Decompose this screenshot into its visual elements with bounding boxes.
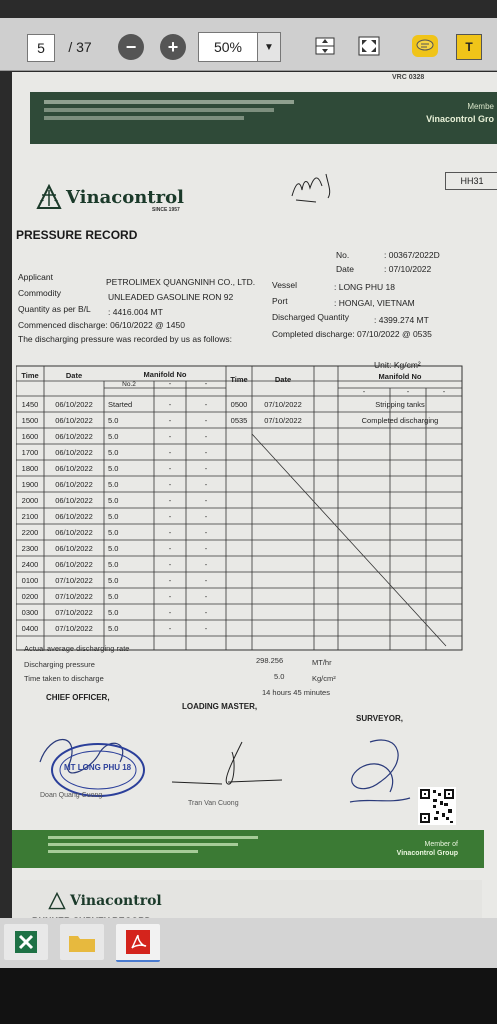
commodity-value: UNLEADED GASOLINE RON 92 [108,292,234,302]
row-date: 06/10/2022 [55,496,93,505]
fit-page-icon[interactable] [310,32,340,60]
row-time: 1800 [21,464,39,473]
no-value: : 00367/2022D [384,250,440,260]
row-date: 06/10/2022 [55,416,93,425]
document-page [12,72,497,957]
time-header-right: Time [230,375,248,384]
company-logo [36,184,184,213]
row-dash: - [204,512,208,521]
scales-logo-icon [36,184,62,210]
logo-since: SINCE 1957 [152,207,180,213]
header-member-text: Membe [467,102,494,111]
stamp-text: MT LONG PHU 18 [64,763,132,772]
row-date: 06/10/2022 [55,448,93,457]
loading-master-label: LOADING MASTER, [182,702,258,711]
manifold-dash: - [168,379,172,388]
excel-icon[interactable] [4,924,48,960]
row-dash: - [168,480,172,489]
port-label: Port [272,296,288,306]
row-time: 2000 [21,496,39,505]
file-explorer-icon[interactable] [60,924,104,960]
row-dash: - [168,592,172,601]
row-pressure: 5.0 [108,416,119,425]
ship-stamp [50,740,146,800]
footer-member [397,840,458,858]
row-dash: - [204,608,208,617]
rate-value: 298.256 [256,656,284,665]
row-date: 07/10/2022 [55,608,93,617]
logo-name: Vinacontrol [66,186,184,208]
date-header-right: Date [274,375,292,384]
page-title: PRESSURE RECORD [16,228,138,242]
header-address [44,98,344,120]
manifold-dash: - [406,387,410,396]
row-date: 06/10/2022 [55,560,93,569]
discharged-value: : 4399.274 MT [374,315,429,325]
initials-signature [288,170,338,206]
footer-band [12,830,484,868]
row-time: 1900 [21,480,39,489]
manifold-dash: - [362,387,366,396]
row-dash: - [168,560,172,569]
row-date: 06/10/2022 [55,512,93,521]
row-pressure: 5.0 [108,624,119,633]
row-status-right: Completed discharging [361,416,439,425]
row-dash: - [168,512,172,521]
surveyor-signature [330,732,420,812]
row-time-right: 0500 [230,400,248,409]
time-taken-label: Time taken to discharge [24,674,104,683]
date-label: Date [336,264,354,274]
row-dash: - [204,464,208,473]
row-dash: - [204,544,208,553]
pdf-toolbar [0,18,497,71]
header-band [30,92,497,144]
row-dash: - [204,432,208,441]
row-pressure: 5.0 [108,560,119,569]
zoom-level-field[interactable]: 50% [198,32,258,62]
rate-label: Actual average discharging rate [24,644,130,653]
no-label: No. [336,250,350,260]
loading-master-name: Tran Van Cuong [188,800,239,807]
recorded-text: The discharging pressure was recorded by us as follows: [18,334,233,344]
commodity-label: Commodity [18,288,61,298]
manifold-dash: - [442,387,446,396]
row-date: 07/10/2022 [55,576,93,585]
row-dash: - [204,400,208,409]
row-date: 07/10/2022 [55,592,93,601]
row-time: 0200 [21,592,39,601]
port-value: : HONGAI, VIETNAM [334,298,415,308]
row-time: 1700 [21,448,39,457]
pressure-value: 5.0 [274,672,285,681]
row-date: 06/10/2022 [55,400,93,409]
row-dash: - [204,448,208,457]
document-ref: VRC 0328 [392,74,425,81]
row-dash: - [168,400,172,409]
date-header: Date [65,371,83,380]
pressure-table [16,360,466,652]
pressure-unit: Kg/cm² [312,674,336,683]
unit-label: Unit: Kg/cm² [374,360,421,370]
row-date: 07/10/2022 [55,624,93,633]
row-pressure: 5.0 [108,608,119,617]
vessel-label: Vessel [272,280,298,290]
row-time: 2300 [21,544,39,553]
row-date: 06/10/2022 [55,528,93,537]
chief-officer-label: CHIEF OFFICER, [46,693,110,702]
manifold-header: Manifold No [143,370,187,379]
pdf-reader-icon[interactable] [116,924,160,962]
time-taken-value: 14 hours 45 minutes [262,688,330,697]
manifold-header-right: Manifold No [378,372,422,381]
row-date: 06/10/2022 [55,480,93,489]
row-date: 06/10/2022 [55,544,93,553]
footer-address [48,832,258,853]
row-time: 2200 [21,528,39,537]
next-page-logo-name: Vinacontrol [70,893,162,909]
row-date-right: 07/10/2022 [264,416,302,425]
row-pressure: 5.0 [108,592,119,601]
row-dash: - [168,432,172,441]
surveyor-label: SURVEYOR, [356,714,403,723]
form-code: HH31 [445,172,497,190]
row-time-right: 0535 [230,416,248,425]
row-date: 06/10/2022 [55,432,93,441]
manifold-dash: - [204,379,208,388]
row-dash: - [204,624,208,633]
row-dash: - [168,448,172,457]
row-dash: - [204,560,208,569]
row-dash: - [204,592,208,601]
row-dash: - [168,544,172,553]
chief-name: Doan Quang Cuong [40,792,103,799]
row-time: 1500 [21,416,39,425]
row-date: 06/10/2022 [55,464,93,473]
zoom-in-button[interactable]: + [160,34,186,60]
completed-text: Completed discharge: 07/10/2022 @ 0535 [272,329,432,339]
row-dash: - [204,576,208,585]
qr-code-icon [418,787,456,825]
row-pressure: 5.0 [108,544,119,553]
next-page-logo [48,892,162,910]
full-screen-icon[interactable] [354,32,384,60]
zoom-dropdown-button[interactable]: ▼ [257,32,281,62]
comment-icon[interactable] [412,35,438,57]
row-dash: - [168,496,172,505]
row-dash: - [168,416,172,425]
row-time: 1600 [21,432,39,441]
vessel-value: : LONG PHU 18 [334,282,395,292]
row-dash: - [204,416,208,425]
page-number-input[interactable]: 5 [27,34,55,62]
footer-group-label: Vinacontrol Group [396,850,458,857]
quantity-label: Quantity as per B/L [18,304,91,314]
row-pressure: 5.0 [108,432,119,441]
discharged-label: Discharged Quantity [272,312,350,322]
row-pressure: 5.0 [108,528,119,537]
row-pressure: 5.0 [108,464,119,473]
row-dash: - [168,528,172,537]
rate-unit: MT/hr [312,658,332,667]
page-total: / 37 [68,39,92,55]
row-time: 2100 [21,512,39,521]
row-pressure: 5.0 [108,512,119,521]
applicant-label: Applicant [18,272,53,282]
row-dash: - [204,528,208,537]
row-time: 0100 [21,576,39,585]
row-date-right: 07/10/2022 [264,400,302,409]
scales-logo-icon [48,892,66,910]
pressure-label: Discharging pressure [24,660,95,669]
header-group-text: Vinacontrol Gro [426,114,494,124]
row-dash: - [204,496,208,505]
row-time: 0400 [21,624,39,633]
row-pressure: Started [108,400,133,409]
row-pressure: 5.0 [108,576,119,585]
text-tool-icon[interactable]: T [456,34,482,60]
row-dash: - [168,608,172,617]
row-dash: - [168,576,172,585]
zoom-out-button[interactable]: − [118,34,144,60]
row-dash: - [204,480,208,489]
quantity-value: : 4416.004 MT [108,307,163,317]
loading-master-signature [162,732,292,792]
monitor-bezel [0,968,497,1024]
row-dash: - [168,464,172,473]
row-pressure: 5.0 [108,480,119,489]
applicant-value: PETROLIMEX QUANGNINH CO., LTD. [106,277,256,287]
row-time: 1450 [21,400,39,409]
date-value: : 07/10/2022 [384,264,432,274]
taskbar [0,918,497,968]
row-pressure: 5.0 [108,496,119,505]
row-status-right: Stripping tanks [375,400,425,409]
footer-member-label: Member of [424,841,458,848]
time-header: Time [21,371,39,380]
row-pressure: 5.0 [108,448,119,457]
row-time: 2400 [21,560,39,569]
row-time: 0300 [21,608,39,617]
row-dash: - [168,624,172,633]
commenced-text: Commenced discharge: 06/10/2022 @ 1450 [18,320,185,330]
manifold-no2-header: No.2 [122,381,136,388]
